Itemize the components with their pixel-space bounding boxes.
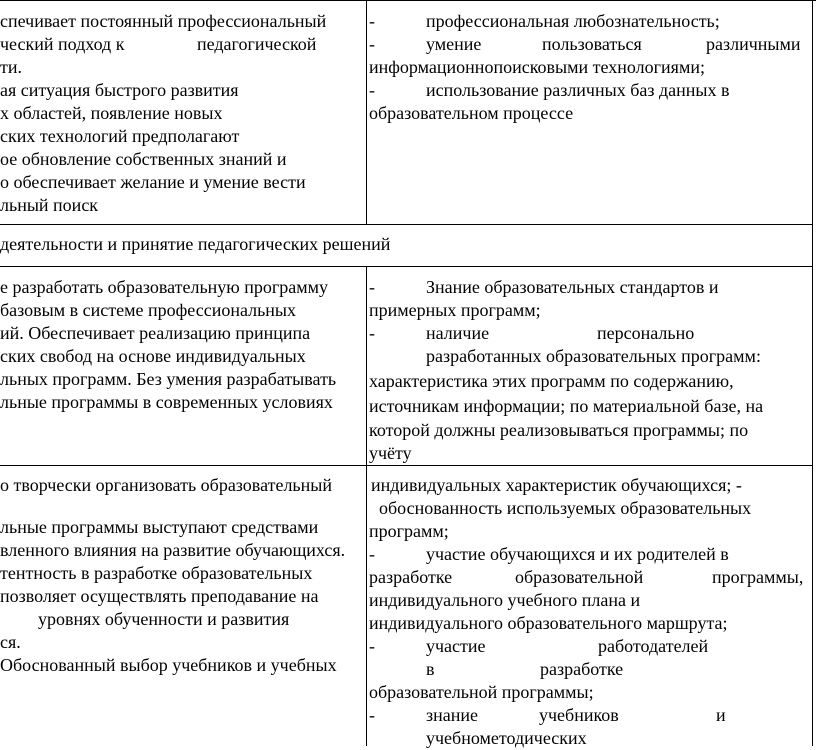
row3-left-line: Обоснованный выбор учебников и учебных — [0, 655, 337, 675]
row3-right-line: разработке — [369, 567, 453, 587]
row3-right-line: индивидуального образовательного маршрута; — [369, 613, 728, 633]
row3-right-line: индивидуального учебного плана и — [369, 590, 641, 610]
row3-left-line: тентность в разработке образовательных — [0, 563, 313, 583]
row3-right-line: программы, — [712, 567, 804, 587]
table-top-border — [0, 0, 816, 1]
bullet-dash: - — [369, 277, 375, 297]
row2-left-line: е разработать образовательную программу — [0, 277, 329, 297]
row3-left-line: ся. — [0, 632, 21, 652]
bullet-dash: - — [369, 544, 375, 564]
right-border — [812, 0, 813, 746]
row1-right-line: использование различных баз данных в — [426, 80, 730, 100]
row-divider-1 — [0, 224, 813, 225]
row2-left-line: базовым в системе профессиональных — [0, 300, 297, 320]
row1-left-line: ских технологий предполагают — [0, 126, 240, 146]
row1-left-line: ая ситуация быстрого развития — [0, 80, 239, 100]
row1-right-line: образовательном процессе — [369, 103, 574, 123]
row3-right-line: образовательной программы; — [369, 682, 594, 702]
row1-left-line: ти. — [0, 57, 22, 77]
row2-left-line: льные программы в современных условиях — [0, 392, 333, 412]
row3-right-line: учебников — [539, 705, 619, 725]
row3-left-line: о творчески организовать образовательный — [0, 475, 332, 495]
row3-right-line: участие обучающихся и их родителей в — [426, 544, 729, 564]
row1-left-line: льный поиск — [0, 195, 99, 215]
row-divider-2 — [0, 266, 813, 267]
row2-left-line: ий. Обеспечивает реализацию принципа — [0, 323, 311, 343]
row3-right-line: разработке — [540, 659, 624, 679]
row3-left-line: позволяет осуществлять преподавание на — [0, 586, 319, 606]
bullet-dash: - — [369, 636, 375, 656]
bullet-dash: - — [369, 705, 375, 725]
row3-left-line: льные программы выступают средствами — [0, 517, 319, 537]
row1-left-line: х областей, появление новых — [0, 103, 223, 123]
row1-left-line: спечивает постоянный профессиональный — [0, 11, 327, 31]
row3-right-line: программ; — [369, 521, 449, 541]
bullet-dash: - — [369, 11, 375, 31]
row3-right-line: знание — [426, 705, 478, 725]
row3-right-line: и — [716, 705, 726, 725]
row2-left-line: льных программ. Без умения разрабатывать — [0, 369, 337, 389]
row2-left-line: ских свобод на основе индивидуальных — [0, 346, 306, 366]
row3-right-line: учебнометодических — [426, 728, 587, 748]
row3-left-line: вленного влияния на развитие обучающихся. — [0, 540, 346, 560]
row3-right-line: работодателей — [598, 636, 709, 656]
row1-left-line: педагогической — [197, 34, 317, 54]
column-divider-row2 — [366, 266, 367, 466]
row2-right-line: учёту — [369, 443, 412, 463]
row2-right-line: наличие — [426, 323, 490, 343]
row1-right-line: умение — [426, 34, 482, 54]
row2-right-line: которой должны реализовываться программы; по — [369, 420, 749, 440]
row1-right-line: информационнопоисковыми технологиями; — [369, 57, 705, 77]
row1-right-line: пользоваться — [542, 34, 642, 54]
row2-right-line: источникам информации; по материальной базе, на — [369, 396, 764, 416]
row3-right-line: обоснованность используемых образовательных — [379, 498, 752, 518]
bullet-dash: - — [369, 80, 375, 100]
bullet-dash: - — [369, 34, 375, 54]
row3-left-line: уровнях обученности и развития — [38, 609, 290, 629]
row2-right-line: характеристика этих программ по содержанию, — [369, 371, 734, 391]
row2-right-line: Знание образовательных стандартов и — [426, 277, 719, 297]
row3-right-line: индивидуальных характеристик обучающихся; - — [371, 475, 742, 495]
row2-right-line: разработанных образовательных программ: — [426, 346, 761, 366]
row2-right-line: примерных программ; — [369, 300, 541, 320]
bullet-dash: - — [369, 323, 375, 343]
row1-right-line: профессиональная любознательность; — [426, 11, 720, 31]
row3-right-line: образовательной — [515, 567, 644, 587]
row1-left-line: ое обновление собственных знаний и — [0, 149, 287, 169]
column-divider-row1 — [366, 0, 367, 225]
row1-left-line: о обеспечивает желание и умение вести — [0, 172, 306, 192]
row3-right-line: участие — [426, 636, 486, 656]
row1-right-line: различными — [706, 34, 801, 54]
column-divider-row3 — [366, 465, 367, 746]
row3-right-line: в — [426, 659, 435, 679]
row-divider-3 — [0, 465, 813, 466]
section-header: деятельности и принятие педагогических решений — [0, 234, 391, 254]
row2-right-line: персонально — [597, 323, 695, 343]
row1-left-line: ческий подход к — [0, 34, 125, 54]
